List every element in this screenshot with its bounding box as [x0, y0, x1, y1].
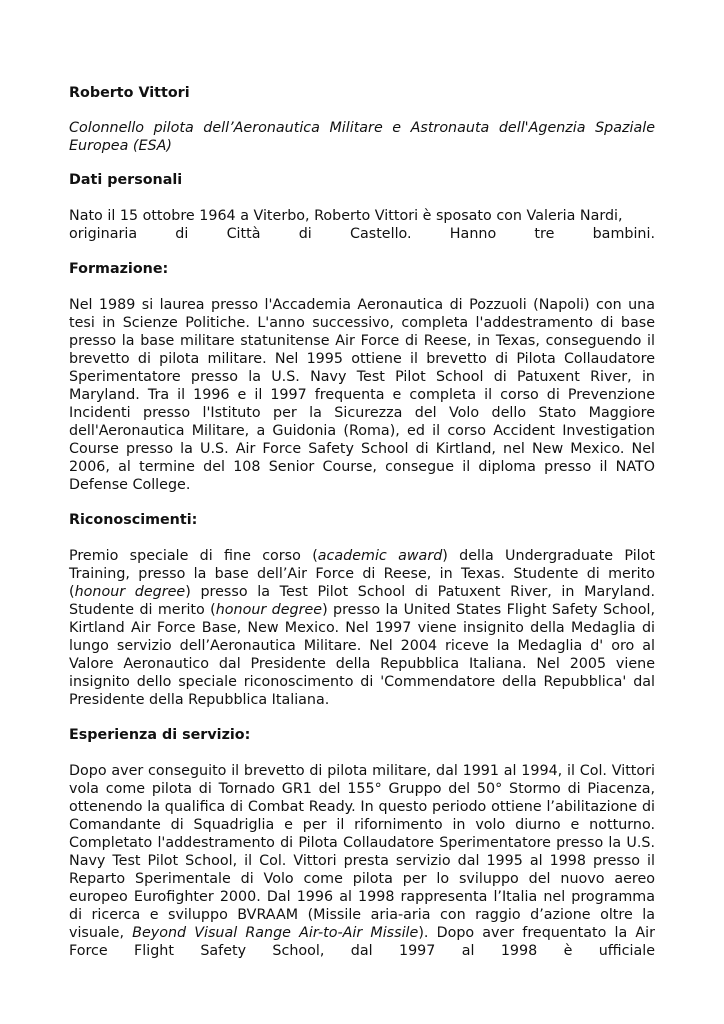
section-heading-service: Esperienza di servizio:: [69, 727, 251, 743]
section-heading-personal: Dati personali: [69, 172, 183, 188]
service-text-part: Dopo aver conseguito il brevetto di pilota militare, dal 1991 al 1994, il Col. Vittori vola come pilota di Tornado GR1 del 155° Gruppo del 50° Stormo di Piacenza, ottenendo la qualifica di Combat Ready. In questo periodo ottiene l’abilitazione di Comandante di Squadriglia e per il rifornimento in volo diurno e notturno. Completato l'addestramento di Pilota Collaudatore Sperimentatore presso la U.S. Navy Test Pilot School, il Col. Vittori presta servizio dal 1995 al 1998 presso il Reparto Sperimentale di Volo come pilota per lo sviluppo del nuovo aereo europeo Eurofighter 2000. Dal 1996 al 1998 rappresenta l’Italia nel programma di ricerca e sviluppo BVRAAM (Missile aria-aria con raggio d’azione oltre la visuale,: [69, 763, 655, 941]
service-text-part: ). Dopo aver frequentato la Air Force Flight Safety School, dal 1997 al 1998 è ufficiale: [69, 925, 656, 959]
awards-italic-term: honour degree: [215, 602, 323, 618]
section-service: [69, 726, 655, 960]
section-education: [69, 260, 655, 494]
awards-text-part: ) presso la United States Flight Safety School, Kirtland Air Force Base, New Mexico. Nel 1997 viene insignito della Medaglia di lungo servizio dell’Aeronautica Militare. Nel 2004 riceve la Medaglia d' oro al Valore Aeronautico dal Presidente della Repubblica Italiana. Nel 2005 viene insignito dello speciale riconoscimento di 'Commendatore della Repubblica' dal Presidente della Repubblica Italiana.: [69, 602, 655, 708]
section-personal: [69, 171, 655, 243]
service-text: [69, 762, 655, 960]
awards-text-part: Premio speciale di fine corso (: [69, 548, 318, 564]
person-subtitle: Colonnello pilota dell’Aeronautica Militare e Astronauta dell'Agenzia Spaziale Europea (ESA): [69, 120, 655, 154]
awards-text-part: ) presso la Test Pilot School di Patuxent River, in Maryland. Studente di merito (: [69, 584, 655, 618]
person-name: Roberto Vittori: [69, 85, 190, 101]
education-text: Nel 1989 si laurea presso l'Accademia Aeronautica di Pozzuoli (Napoli) con una tesi in Scienze Politiche. L'anno successivo, completa l'addestramento di base presso la base militare statunitense Air Force di Reese, in Texas, conseguendo il brevetto di pilota militare. Nel 1995 ottiene il brevetto di Pilota Collaudatore Sperimentatore presso la U.S. Navy Test Pilot School di Patuxent River, in Maryland. Tra il 1996 e il 1997 frequenta e completa il corso di Prevenzione Incidenti presso l'Istituto per la Sicurezza del Volo dello Stato Maggiore dell'Aeronautica Militare, a Guidonia (Roma), ed il corso Accident Investigation Course presso la U.S. Air Force Safety School di Kirtland, nel New Mexico. Nel 2006, al termine del 108 Senior Course, consegue il diploma presso il NATO Defense College.: [69, 297, 655, 493]
section-awards: [69, 511, 655, 709]
awards-text: [69, 547, 655, 709]
awards-italic-term: honour degree: [74, 584, 186, 600]
section-heading-education: Formazione:: [69, 261, 169, 277]
service-italic-term: Beyond Visual Range Air-to-Air Missile: [132, 925, 419, 941]
personal-text-line2: originaria di Città di Castello. Hanno tre bambini.: [69, 226, 655, 242]
awards-text-part: ) della Undergraduate Pilot Training, presso la base dell’Air Force di Reese, in Texas. Studente di merito (: [69, 548, 656, 600]
awards-italic-term: academic award: [317, 548, 443, 564]
personal-text-line1: Nato il 15 ottobre 1964 a Viterbo, Roberto Vittori è sposato con Valeria Nardi,: [69, 208, 623, 224]
section-heading-awards: Riconoscimenti:: [69, 512, 198, 528]
document-page: [69, 84, 655, 960]
